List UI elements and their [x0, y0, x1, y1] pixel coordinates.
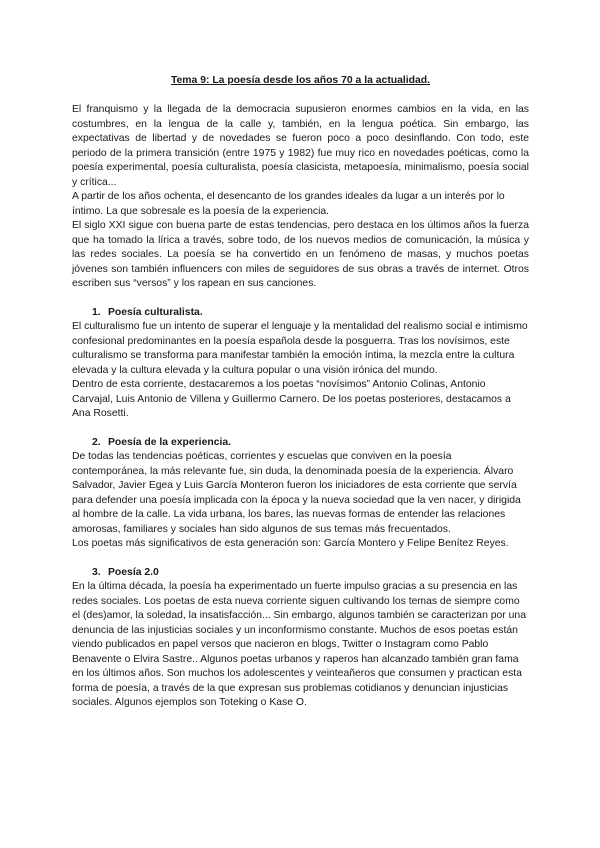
document-page — [72, 74, 529, 711]
section-culturalista — [72, 306, 529, 422]
section-paragraph: Dentro de esta corriente, destacaremos a los poetas “novísimos” Antonio Colinas, Antonio Carvajal, Luis Antonio de Villena y Guillermo Carnero. De los poetas posteriores, destacamos a Ana Rosetti. — [72, 379, 511, 419]
section-title: Poesía culturalista. — [108, 306, 203, 318]
section-poesia-2-0 — [72, 566, 529, 711]
section-paragraph: Los poetas más significativos de esta generación son: García Montero y Felipe Benítez Reyes. — [72, 538, 509, 549]
page-title: Tema 9: La poesía desde los años 70 a la actualidad. — [170, 75, 431, 86]
intro-section — [72, 103, 529, 292]
intro-paragraph: El siglo XXI sigue con buena parte de estas tendencias, pero destaca en los últimos años la fuerza que ha tomado la lírica a través, sobre todo, de los nuevos medios de comunicación, la música y las redes sociales. La poesía se ha convertido en un fenómeno de masas, y muchos poetas jóvenes son también influencers con miles de seguidores de sus obras a través de internet. Otros escriben sus “versos” y los rapean en sus canciones. — [72, 220, 529, 289]
section-title: Poesía de la experiencia. — [108, 436, 232, 448]
section-heading — [72, 436, 529, 451]
section-paragraph: De todas las tendencias poéticas, corrientes y escuelas que conviven en la poesía contemporánea, la más relevante fue, sin duda, la denominada poesía de la experiencia. Álvaro Salvador, Javier Egea y Luis García Monteron fueron los iniciadores de esta corriente que servía para defender una poesía implicada con la época y la nueva sociedad que la ven nacer, y dirigida al hombre de la calle. La vida urbana, los bares, las nuevas formas de entender las relaciones amorosas, familiares y sociales han sido algunos de sus temas más frecuentados. — [72, 451, 521, 535]
intro-paragraph: A partir de los años ochenta, el desencanto de los grandes ideales da lugar a un interés por lo íntimo. La que sobresale es la poesía de la experiencia. — [72, 191, 505, 217]
section-experiencia — [72, 436, 529, 552]
section-number: 1. — [92, 306, 101, 318]
section-number: 3. — [92, 566, 101, 578]
section-heading — [72, 306, 529, 321]
section-paragraph: El culturalismo fue un intento de superar el lenguaje y la mentalidad del realismo social e intimismo confesional predominantes en la poesía española desde la posguerra. Tras los novísimos, este culturalismo se transforma para manifestar también la emoción íntima, la mezcla entre la cultura elevada y la cultura elevada y la cultura popular o una visión irónica del mundo. — [72, 321, 528, 376]
section-number: 2. — [92, 436, 101, 448]
section-heading — [72, 566, 529, 581]
section-title: Poesía 2.0 — [108, 566, 159, 578]
intro-paragraph: El franquismo y la llegada de la democracia supusieron enormes cambios en la vida, en las costumbres, en la lengua de la calle y, también, en la lengua poética. Sin embargo, las expectativas de libertad y de novedades se fueron poco a poco desinflando. Con todo, este periodo de la primera transición (entre 1975 y 1982) fue muy rico en novedades poéticas, como la poesía experimental, poesía culturalista, poesía clasicista, metapoesía, minimalismo, poesía social y crítica... — [72, 104, 529, 188]
section-paragraph: En la última década, la poesía ha experimentado un fuerte impulso gracias a su presencia en las redes sociales. Los poetas de esta nueva corriente siguen cultivando los temas de siempre como el (des)amor, la soledad, la insatisfacción... Sin embargo, algunos también se caracterizan por una denuncia de las injusticias sociales y un inconformismo constante. Muchos de esos poetas están viendo publicados en papel versos que nacieron en blogs, Twitter o Instagram como Pablo Benavente o Elvira Sastre.. Algunos poetas urbanos y raperos han alcanzado también gran fama en los últimos años. Son muchos los adolescentes y veinteañeros que consumen y practican esta forma de poesía, a través de la que expresan sus problemas cotidianos y denuncian injusticias sociales. Algunos ejemplos son Toteking o Kase O. — [72, 581, 526, 708]
